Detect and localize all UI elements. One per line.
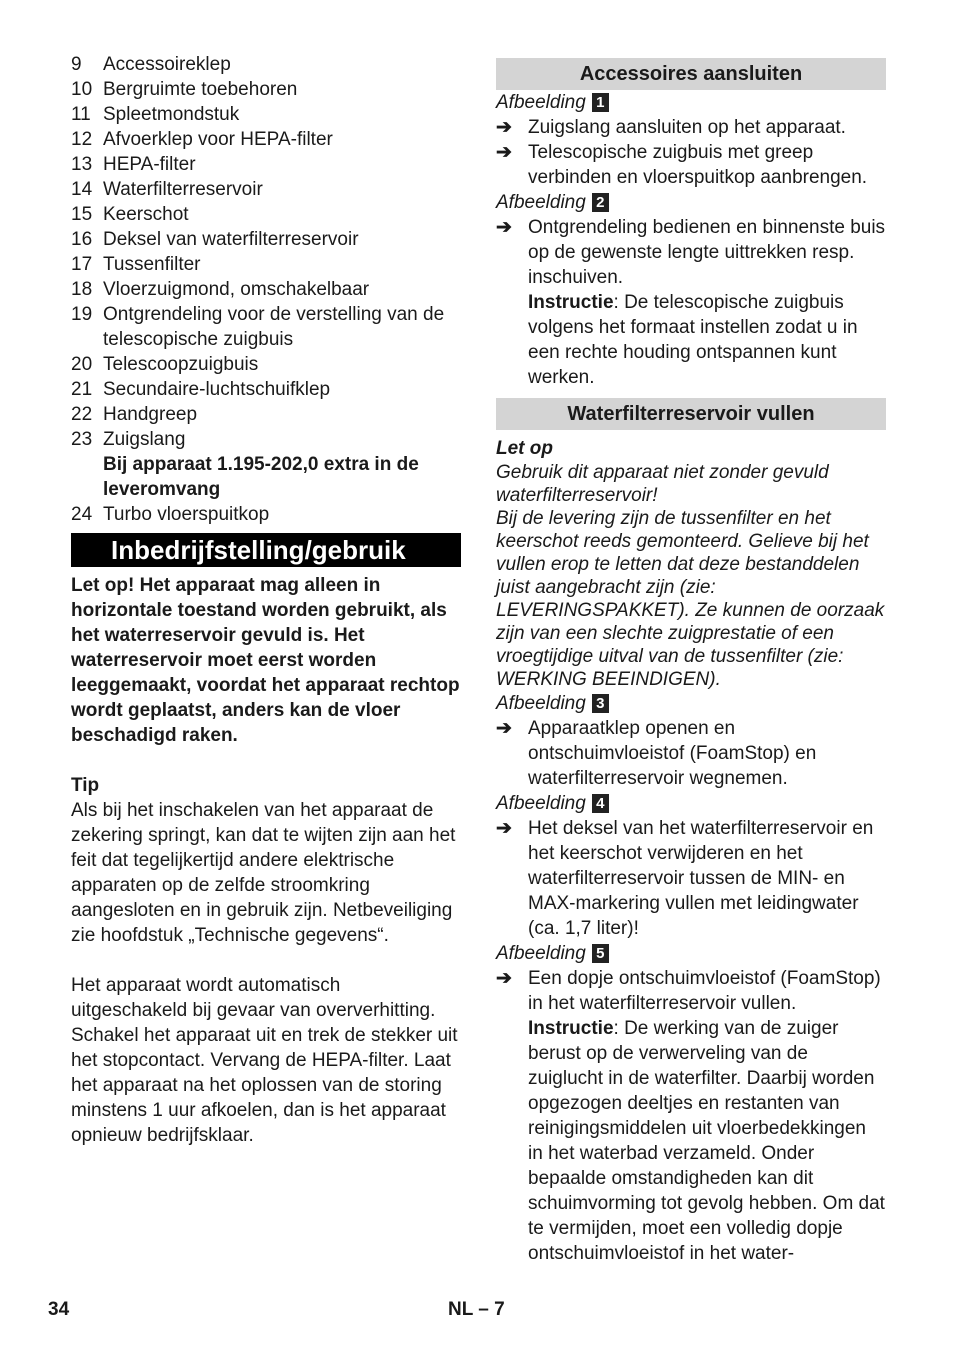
list-item: 19 Ontgrendeling voor de verstelling van de telescopische zuigbuis (71, 304, 445, 350)
list-item: 21 Secundaire-luchtschuifklep (71, 379, 331, 400)
list-item: 13 HEPA-filter (71, 154, 196, 175)
section-heading-water-filter: Waterfilterreservoir vullen (496, 398, 886, 430)
list-item: 15 Keerschot (71, 204, 189, 225)
arrow-icon: ➔ (496, 818, 512, 839)
list-item: 23 Zuigslang (71, 429, 186, 450)
list-item: 16 Deksel van waterfilterreservoir (71, 229, 359, 250)
right-column (496, 52, 886, 1266)
list-item: 12 Afvoerklep voor HEPA-filter (71, 129, 333, 150)
list-item: 18 Vloerzuigmond, omschakelbaar (71, 279, 370, 300)
tip-heading: Tip (71, 775, 100, 796)
step: ➔ Zuigslang aansluiten op het apparaat. (496, 117, 846, 138)
figure-number: 4 (592, 794, 609, 813)
warning-heading: Let op (496, 438, 553, 459)
figure-ref: Afbeelding 3 (496, 691, 886, 716)
list-item: 11 Spleetmondstuk (71, 104, 240, 125)
overheat-paragraph: Het apparaat wordt automatisch uitgeschakeld bij gevaar van oververhitting. Schakel het apparaat uit en trek de stekker uit het stopcontact. Vervang de HEPA-filter. Laat het apparaat na het oplossen van de storing minstens 1 uur afkoelen, dan is het apparaat opnieuw bedrijfsklaar. (71, 975, 458, 1146)
arrow-icon: ➔ (496, 968, 512, 989)
arrow-icon: ➔ (496, 217, 512, 238)
instruction-label: Instructie (528, 292, 614, 313)
list-item: 17 Tussenfilter (71, 254, 201, 275)
list-item: 10 Bergruimte toebehoren (71, 79, 298, 100)
warning-text: Gebruik dit apparaat niet zonder gevuld waterfilterreservoir! (496, 462, 829, 506)
figure-number: 2 (592, 193, 609, 212)
arrow-icon: ➔ (496, 142, 512, 163)
chapter-title: Inbedrijfstelling/gebruik (71, 533, 461, 567)
figure-ref: Afbeelding 4 (496, 791, 886, 816)
list-item: 9 Accessoireklep (71, 54, 231, 75)
parts-list (71, 52, 461, 452)
arrow-icon: ➔ (496, 117, 512, 138)
figure-ref: Afbeelding 1 (496, 90, 886, 115)
instruction-label: Instructie (528, 1018, 614, 1039)
figure-number: 1 (592, 93, 609, 112)
arrow-icon: ➔ (496, 718, 512, 739)
warning-text: Bij de levering zijn de tussenfilter en het keerschot reeds gemonteerd. Gelieve bij het vullen erop te letten dat deze bestanddelen juist aangebracht zijn (zie: LEVERINGSPAKKET). Ze kunnen de oorzaak zijn van een slechte zuigprestatie of een vroegtijdige uitval van de tussenfilter (zie: WERKING BEEINDIGEN). (496, 508, 885, 690)
tip-paragraph: Als bij het inschakelen van het apparaat de zekering springt, kan dat te wijten zijn aan het feit dat tegelijkertijd andere elektrische apparaten op de zelfde stroomkring aangesloten en in gebruik zijn. Netbeveiliging zie hoofdstuk „Technische gegevens“. (71, 800, 456, 946)
step: ➔ Ontgrendeling bedienen en binnenste buis op de gewenste lengte uittrekken resp. inschuiven. Instructie: De telescopische zuigbuis volgens het formaat instellen zodat u in een rechte houding ontspannen kunt werken. (496, 217, 886, 388)
page-number: 34 (48, 1299, 70, 1320)
list-item: 14 Waterfilterreservoir (71, 179, 263, 200)
step: ➔ Apparaatklep openen en ontschuimvloeistof (FoamStop) en waterfilterreservoir wegnemen. (496, 718, 817, 789)
figure-ref: Afbeelding 5 (496, 941, 886, 966)
list-item: 22 Handgreep (71, 404, 198, 425)
figure-number: 3 (592, 694, 609, 713)
list-item: 20 Telescoopzuigbuis (71, 354, 259, 375)
step: ➔ Een dopje ontschuimvloeistof (FoamStop) in het waterfilterreservoir vullen. Instructie: De werking van de zuiger berust op de verwerveling van de zuiglucht in de waterfilter. Daarbij worden opgezogen deeltjes en restanten van reinigingsmiddelen uit vloerbedekkingen in het waterbad verzameld. Onder bepaalde omstandigheden kan dit schuimvorming tot gevolg hebben. Om dat te vermijden, moet een volledig dopje ontschuimvloeistof in het water- (496, 968, 885, 1264)
list-item: 24 Turbo vloerspuitkop (71, 504, 270, 525)
figure-number: 5 (592, 944, 609, 963)
page-code: NL – 7 (448, 1299, 505, 1320)
left-column (71, 52, 461, 1148)
step: ➔ Het deksel van het waterfilterreservoir en het keerschot verwijderen en het waterfilterreservoir tussen de MIN- en MAX-markering vullen met leidingwater (ca. 1,7 liter)! (496, 818, 874, 939)
parts-note: Bij apparaat 1.195-202,0 extra in de leveromvang (103, 454, 419, 500)
figure-ref: Afbeelding 2 (496, 190, 886, 215)
section-heading-accessories: Accessoires aansluiten (496, 58, 886, 90)
step: ➔ Telescopische zuigbuis met greep verbinden en vloerspuitkop aanbrengen. (496, 142, 868, 188)
warning-paragraph: Let op! Het apparaat mag alleen in horizontale toestand worden gebruikt, als het waterreservoir gevuld is. Het waterreservoir moet eerst worden leeggemaakt, voordat het apparaat rechtop wordt geplaatst, anders kan de vloer beschadigd raken. (71, 575, 460, 746)
